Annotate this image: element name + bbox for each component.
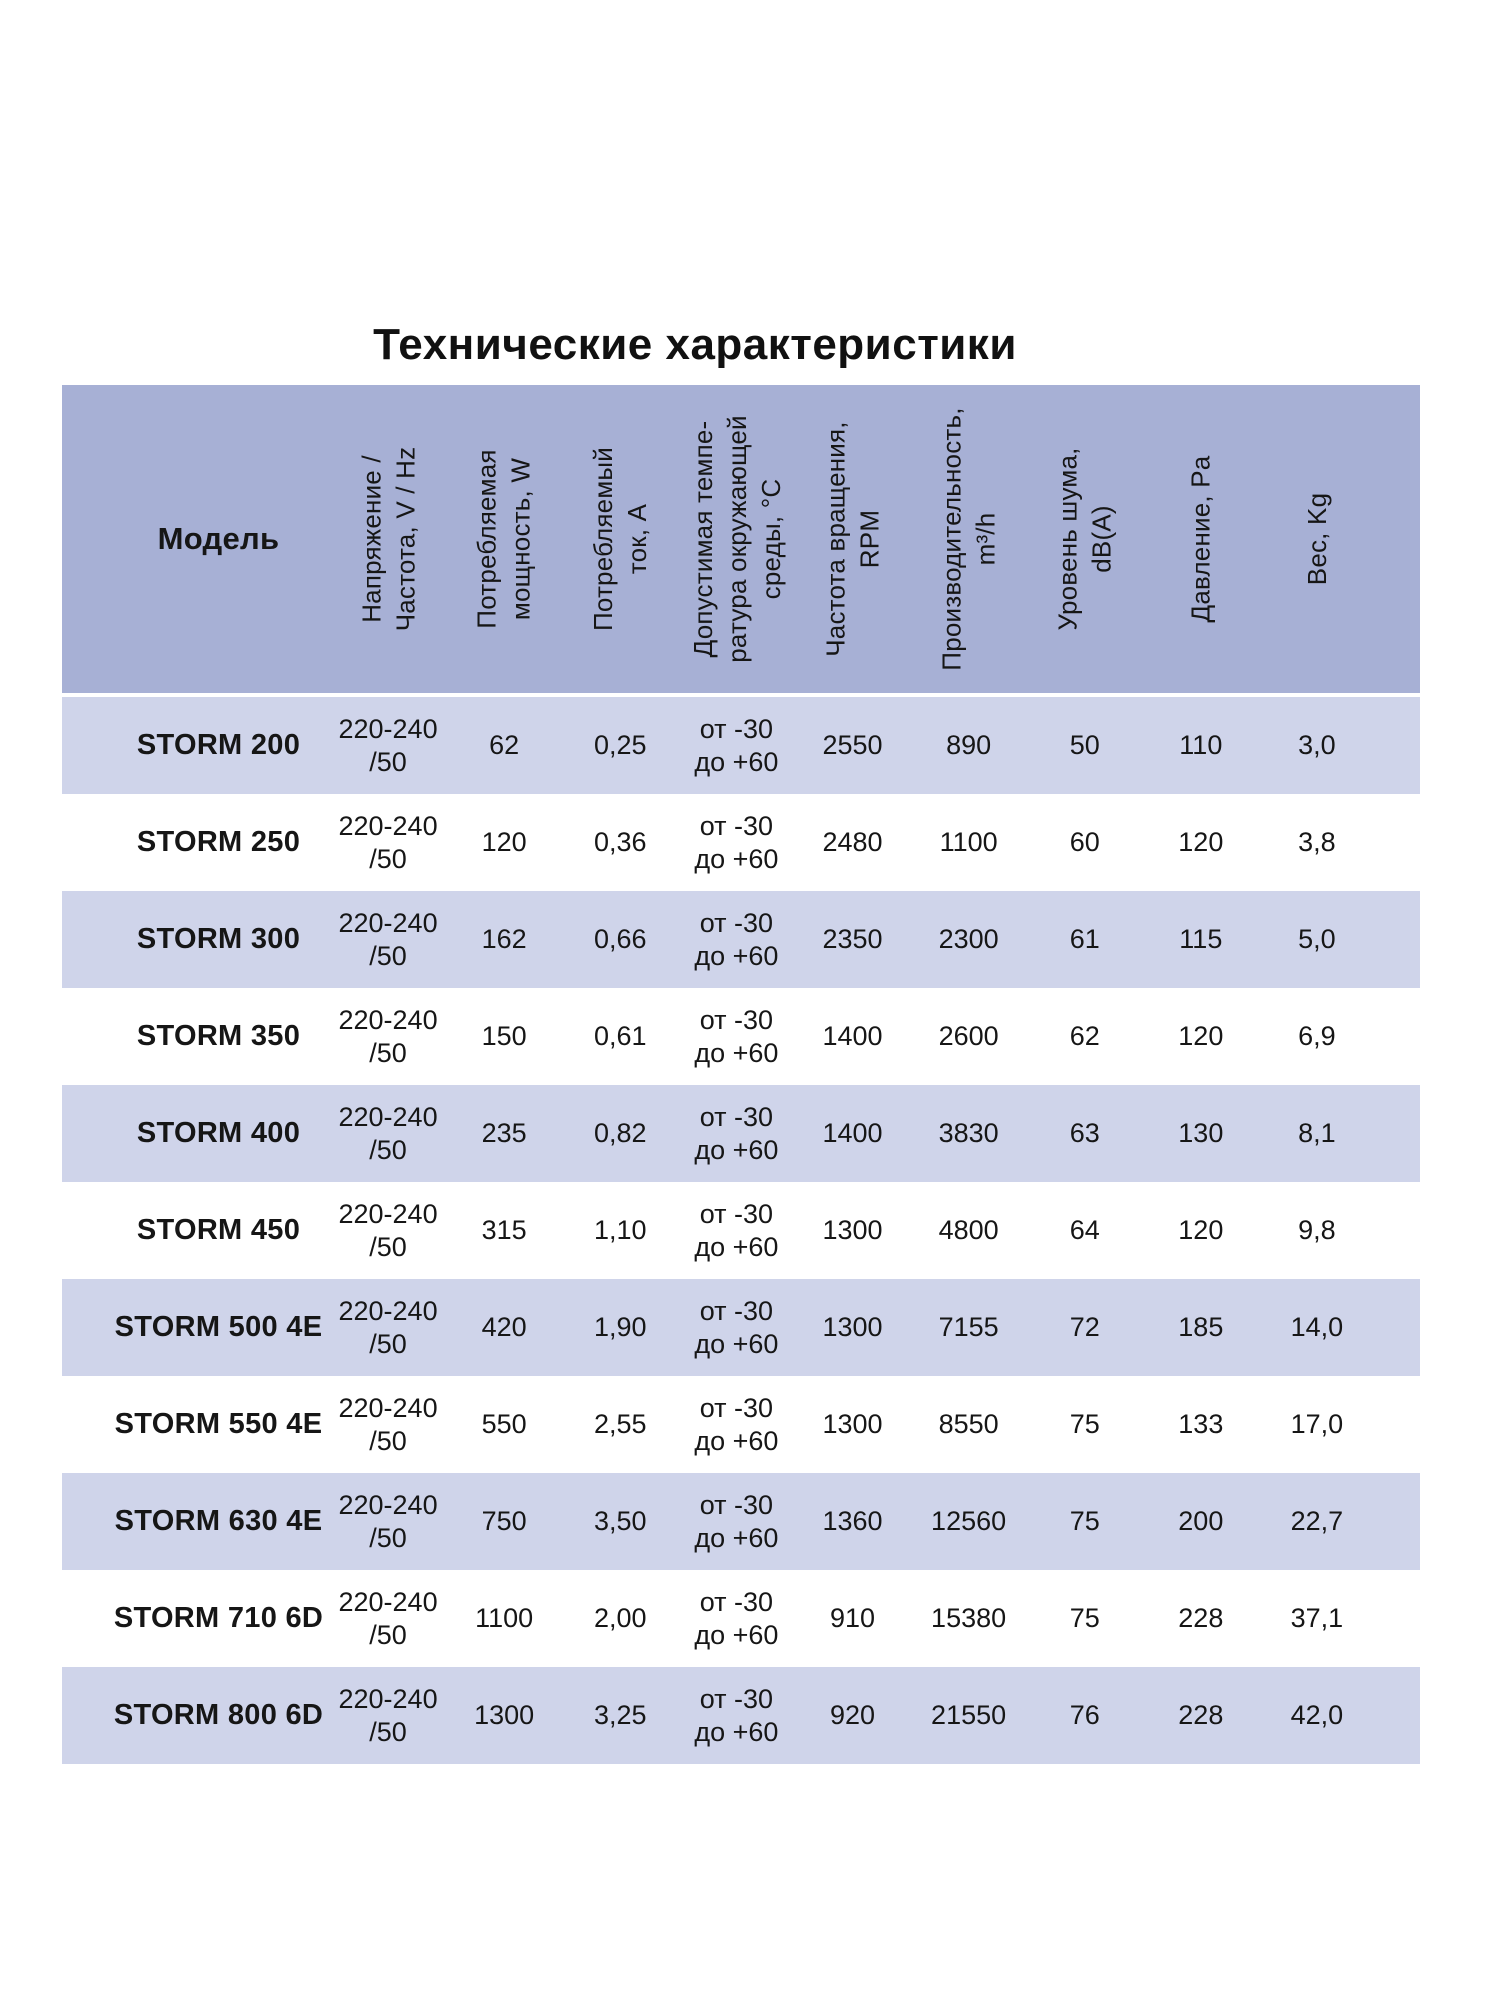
- cell-rpm: 1360: [822, 1506, 883, 1536]
- cell-weight: 3,8: [1298, 827, 1336, 857]
- table-row: [62, 1473, 1420, 1570]
- column-header-temp: [678, 385, 794, 693]
- cell-flow: 2600: [938, 1021, 999, 1051]
- cell-power: 750: [481, 1506, 527, 1536]
- cell-noise: 62: [1069, 1021, 1100, 1051]
- cell-flow: 890: [946, 730, 992, 760]
- table-row: [62, 1085, 1420, 1182]
- cell-power: 120: [481, 827, 527, 857]
- cell-flow: 3830: [938, 1118, 999, 1148]
- cell-rpm: 1400: [822, 1118, 883, 1148]
- table-row: [62, 697, 1420, 794]
- cell-pressure: 110: [1179, 730, 1223, 760]
- column-header-label-pressure: Давление, Pa: [1185, 455, 1216, 623]
- cell-weight: 22,7: [1290, 1506, 1344, 1536]
- cell-model: STORM 200: [136, 729, 301, 761]
- table-header-row: [62, 385, 1420, 693]
- cell-current: 0,25: [593, 730, 647, 760]
- column-header-label-voltage: Напряжение / Частота, V / Hz: [356, 446, 421, 632]
- column-header-label-model: Модель: [157, 521, 280, 556]
- cell-pressure: 115: [1179, 924, 1223, 954]
- cell-temp: от -30 до +60: [694, 1683, 779, 1747]
- cell-temp: от -30 до +60: [694, 713, 779, 777]
- cell-noise: 75: [1069, 1603, 1100, 1633]
- cell-voltage: 220-240 /50: [338, 713, 438, 777]
- cell-power: 1100: [475, 1603, 534, 1633]
- cell-model: STORM 350: [136, 1020, 301, 1052]
- cell-weight: 37,1: [1290, 1603, 1344, 1633]
- cell-voltage: 220-240 /50: [338, 1101, 438, 1165]
- table-row: [62, 1279, 1420, 1376]
- cell-weight: 3,0: [1298, 730, 1336, 760]
- cell-pressure: 120: [1178, 827, 1224, 857]
- cell-current: 0,36: [593, 827, 647, 857]
- column-header-flow: [911, 385, 1027, 693]
- page-title: Технические характеристики: [373, 320, 1017, 369]
- column-header-noise: [1027, 385, 1143, 693]
- cell-current: 2,00: [593, 1603, 647, 1633]
- cell-flow: 2300: [938, 924, 999, 954]
- cell-weight: 42,0: [1290, 1700, 1344, 1730]
- cell-power: 162: [481, 924, 527, 954]
- cell-power: 62: [489, 730, 520, 760]
- column-header-label-flow: Производительность, m³/h: [936, 407, 1001, 671]
- cell-weight: 8,1: [1298, 1118, 1336, 1148]
- column-header-label-noise: Уровень шума, dB(A): [1052, 447, 1117, 631]
- cell-flow: 15380: [931, 1603, 1007, 1633]
- table-row: [62, 794, 1420, 891]
- cell-flow: 8550: [938, 1409, 999, 1439]
- cell-rpm: 1300: [822, 1215, 883, 1245]
- cell-temp: от -30 до +60: [694, 1489, 779, 1553]
- cell-pressure: 228: [1178, 1603, 1224, 1633]
- cell-model: STORM 500 4E: [114, 1311, 323, 1343]
- cell-weight: 5,0: [1298, 924, 1336, 954]
- cell-weight: 6,9: [1298, 1021, 1336, 1051]
- cell-voltage: 220-240 /50: [338, 1683, 438, 1747]
- cell-current: 1,10: [593, 1215, 647, 1245]
- cell-voltage: 220-240 /50: [338, 1295, 438, 1359]
- cell-power: 235: [481, 1118, 527, 1148]
- column-header-pressure: [1143, 385, 1259, 693]
- cell-pressure: 185: [1178, 1312, 1224, 1342]
- cell-noise: 60: [1069, 827, 1100, 857]
- column-header-label-current: Потребляемый ток, А: [588, 446, 653, 632]
- cell-pressure: 200: [1178, 1506, 1224, 1536]
- cell-pressure: 120: [1178, 1021, 1224, 1051]
- specs-table: [62, 385, 1420, 1764]
- table-row: [62, 1570, 1420, 1667]
- column-header-model: [107, 385, 330, 693]
- column-header-weight: [1259, 385, 1375, 693]
- cell-flow: 21550: [931, 1700, 1007, 1730]
- column-header-label-power: Потребляемая мощность, W: [472, 449, 537, 629]
- cell-weight: 17,0: [1290, 1409, 1344, 1439]
- cell-pressure: 228: [1178, 1700, 1224, 1730]
- table-row: [62, 1667, 1420, 1764]
- cell-voltage: 220-240 /50: [338, 1198, 438, 1262]
- cell-pressure: 133: [1178, 1409, 1224, 1439]
- cell-flow: 4800: [938, 1215, 999, 1245]
- cell-voltage: 220-240 /50: [338, 1489, 438, 1553]
- table-body: [62, 697, 1420, 1764]
- cell-voltage: 220-240 /50: [338, 1392, 438, 1456]
- cell-model: STORM 710 6D: [113, 1602, 324, 1634]
- cell-model: STORM 630 4E: [114, 1505, 323, 1537]
- cell-temp: от -30 до +60: [694, 1198, 779, 1262]
- cell-voltage: 220-240 /50: [338, 1586, 438, 1650]
- cell-noise: 64: [1069, 1215, 1100, 1245]
- cell-weight: 14,0: [1290, 1312, 1344, 1342]
- column-header-voltage: [330, 385, 446, 693]
- column-header-power: [446, 385, 562, 693]
- column-header-label-temp: Допустимая темпе- ратура окружающей среды, °С: [687, 415, 786, 663]
- column-header-label-rpm: Частота вращения, RPM: [820, 421, 885, 657]
- cell-pressure: 130: [1178, 1118, 1224, 1148]
- table-row: [62, 891, 1420, 988]
- cell-temp: от -30 до +60: [694, 1392, 779, 1456]
- table-row: [62, 1376, 1420, 1473]
- cell-flow: 7155: [938, 1312, 999, 1342]
- cell-current: 0,66: [593, 924, 647, 954]
- cell-power: 550: [481, 1409, 527, 1439]
- cell-power: 420: [481, 1312, 527, 1342]
- cell-rpm: 1300: [822, 1409, 883, 1439]
- cell-flow: 12560: [931, 1506, 1007, 1536]
- cell-model: STORM 400: [136, 1117, 301, 1149]
- cell-noise: 72: [1069, 1312, 1100, 1342]
- cell-current: 0,82: [593, 1118, 647, 1148]
- cell-noise: 61: [1069, 924, 1100, 954]
- cell-voltage: 220-240 /50: [338, 810, 438, 874]
- cell-current: 3,25: [593, 1700, 647, 1730]
- column-header-rpm: [794, 385, 910, 693]
- cell-power: 150: [481, 1021, 527, 1051]
- cell-rpm: 2550: [822, 730, 883, 760]
- cell-temp: от -30 до +60: [694, 1586, 779, 1650]
- cell-temp: от -30 до +60: [694, 1004, 779, 1068]
- cell-weight: 9,8: [1298, 1215, 1336, 1245]
- cell-model: STORM 250: [136, 826, 301, 858]
- table-row: [62, 1182, 1420, 1279]
- cell-rpm: 1300: [822, 1312, 883, 1342]
- cell-model: STORM 450: [136, 1214, 301, 1246]
- cell-noise: 75: [1069, 1506, 1100, 1536]
- cell-temp: от -30 до +60: [694, 1101, 779, 1165]
- column-header-label-weight: Вес, Kg: [1301, 492, 1332, 586]
- cell-pressure: 120: [1178, 1215, 1224, 1245]
- cell-power: 1300: [474, 1700, 535, 1730]
- column-header-current: [562, 385, 678, 693]
- cell-rpm: 2480: [822, 827, 883, 857]
- cell-rpm: 1400: [822, 1021, 883, 1051]
- cell-rpm: 920: [829, 1700, 876, 1730]
- table-row: [62, 988, 1420, 1085]
- cell-flow: 1100: [939, 827, 998, 857]
- cell-model: STORM 800 6D: [113, 1699, 324, 1731]
- cell-current: 1,90: [593, 1312, 647, 1342]
- cell-temp: от -30 до +60: [694, 907, 779, 971]
- cell-noise: 76: [1069, 1700, 1100, 1730]
- cell-voltage: 220-240 /50: [338, 907, 438, 971]
- cell-current: 2,55: [593, 1409, 647, 1439]
- cell-rpm: 910: [829, 1603, 876, 1633]
- cell-current: 0,61: [593, 1021, 647, 1051]
- cell-model: STORM 300: [136, 923, 301, 955]
- cell-temp: от -30 до +60: [694, 1295, 779, 1359]
- cell-noise: 50: [1069, 730, 1100, 760]
- cell-rpm: 2350: [822, 924, 883, 954]
- cell-current: 3,50: [593, 1506, 647, 1536]
- cell-voltage: 220-240 /50: [338, 1004, 438, 1068]
- cell-temp: от -30 до +60: [694, 810, 779, 874]
- cell-model: STORM 550 4E: [114, 1408, 323, 1440]
- cell-noise: 63: [1069, 1118, 1100, 1148]
- cell-power: 315: [481, 1215, 527, 1245]
- cell-noise: 75: [1069, 1409, 1100, 1439]
